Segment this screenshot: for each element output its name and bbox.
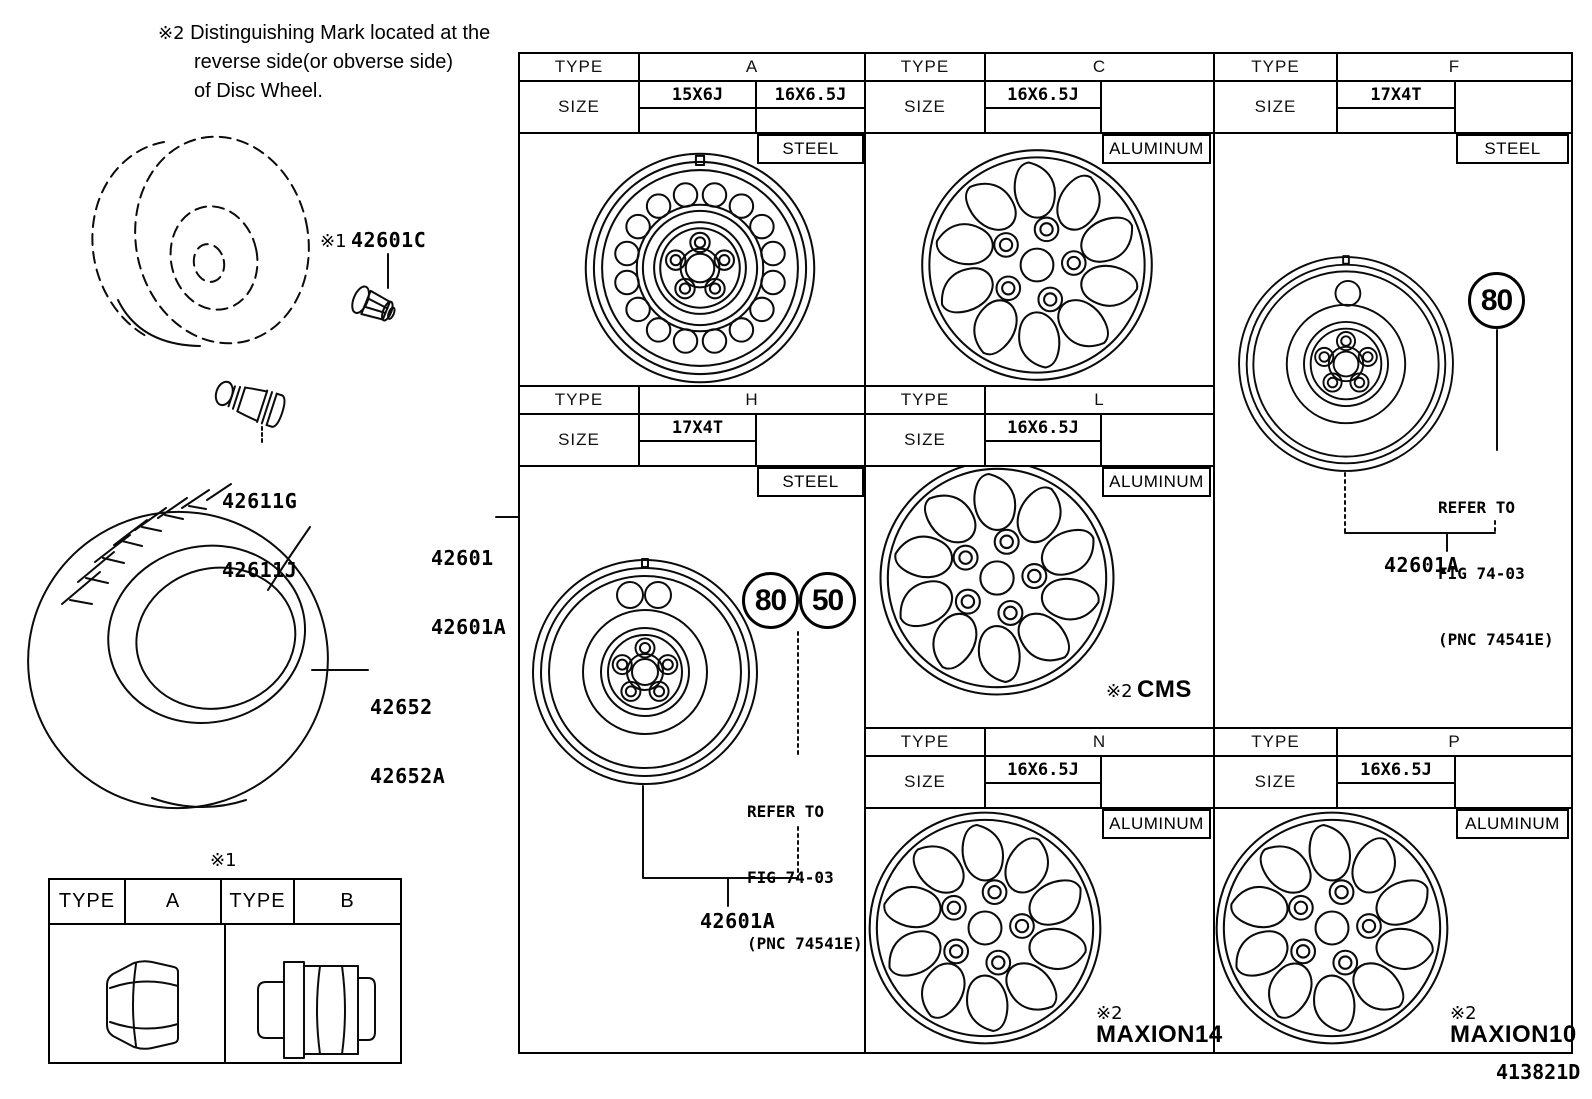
size-col-1 [986, 415, 1102, 465]
size-value-1: 17X4T [1338, 82, 1454, 109]
size-col-2 [1456, 757, 1571, 807]
speed-badge-50: 50 [799, 572, 856, 629]
type-label: TYPE [1215, 729, 1338, 755]
mark-maxion14 [1096, 1004, 1223, 1047]
type-label: TYPE [866, 54, 986, 80]
material-tag: STEEL [757, 467, 864, 497]
size-col-1 [1338, 757, 1456, 807]
tire-part-number-1: 42652 [370, 695, 433, 719]
type-letter: N [1092, 732, 1107, 751]
type-letter: L [1094, 390, 1105, 409]
size-value-1: 16X6.5J [1338, 757, 1454, 784]
size-label: SIZE [1215, 757, 1338, 807]
material-tag: STEEL [757, 134, 864, 164]
hub-nut-label [320, 229, 426, 252]
type-header-row [520, 54, 864, 82]
tire-drawing [0, 480, 359, 840]
cms-name: CMS [1137, 676, 1192, 703]
size-value-2: 16X6.5J [757, 82, 864, 109]
refer-note-h [747, 757, 863, 999]
hub-nut-part-number: 42601C [351, 228, 427, 252]
disc-wheel-rim-edge [118, 300, 200, 346]
type-header-row [1215, 54, 1571, 82]
hub-nut-marker: ※1 [320, 231, 347, 252]
valve-part-number-1: 42611G [222, 489, 298, 513]
nut-type-label-1: TYPE [50, 880, 126, 923]
nut-type-label-2: TYPE [222, 880, 295, 923]
size-row [520, 415, 864, 467]
tire-part-number-2: 42652A [370, 764, 446, 788]
maxion14-name: MAXION14 [1096, 1021, 1223, 1048]
nut-type-letter-b: B [340, 890, 355, 912]
type-label: TYPE [520, 387, 640, 413]
panel-type-a [518, 52, 866, 387]
nut-type-letter-a: A [126, 880, 222, 923]
cms-marker: ※2 [1106, 681, 1133, 702]
disc-wheel-part-number-2: 42601A [431, 615, 507, 639]
size-col-1 [986, 82, 1102, 132]
mark-maxion10 [1450, 1004, 1577, 1047]
type-header-row [866, 729, 1213, 757]
nut-table-marker: ※1 [210, 850, 237, 871]
type-header-row [866, 387, 1213, 415]
mark-cms [1106, 678, 1192, 702]
type-letter: F [1448, 57, 1461, 76]
material-tag: ALUMINUM [1456, 809, 1569, 839]
size-col-1 [640, 415, 757, 465]
type-letter: C [1092, 57, 1107, 76]
size-col-2 [757, 415, 864, 465]
type-label: TYPE [866, 387, 986, 413]
distinguishing-mark-note [158, 19, 490, 106]
note-line-1: Distinguishing Mark located at the [190, 22, 491, 44]
valve-part-number-2: 42611J [222, 558, 298, 582]
valve-part-numbers [222, 444, 297, 628]
size-col-2 [1102, 82, 1213, 132]
type-label: TYPE [520, 54, 640, 80]
material-tag: ALUMINUM [1102, 134, 1211, 164]
hub-nut-drawing [349, 284, 399, 326]
size-col-2 [1102, 415, 1213, 465]
size-value-1: 16X6.5J [986, 757, 1100, 784]
size-label: SIZE [1215, 82, 1338, 132]
valve-drawing [211, 376, 287, 429]
size-row [866, 415, 1213, 467]
refer-line-2: FIG 74-03 [1438, 564, 1525, 583]
size-col-2 [757, 82, 864, 132]
disc-wheel-phantom-drawing [92, 120, 327, 359]
spare-f-part-number: 42601A [1384, 553, 1460, 577]
lug-nut-type-table [48, 878, 402, 1064]
size-label: SIZE [520, 415, 640, 465]
type-header-row [1215, 729, 1571, 757]
nut-table-body [50, 925, 400, 1062]
size-label: SIZE [866, 82, 986, 132]
material-tag: ALUMINUM [1102, 809, 1211, 839]
size-value-1: 16X6.5J [986, 82, 1100, 109]
material-tag: STEEL [1456, 134, 1569, 164]
speed-badge-80-f: 80 [1468, 272, 1525, 329]
size-label: SIZE [520, 82, 640, 132]
refer-line-3: (PNC 74541E) [747, 934, 863, 953]
size-col-1 [640, 82, 757, 132]
tire-part-numbers [370, 650, 445, 834]
maxion10-name: MAXION10 [1450, 1021, 1577, 1048]
maxion10-marker: ※2 [1450, 1003, 1477, 1024]
size-value-1: 15X6J [640, 82, 755, 109]
size-row [520, 82, 864, 134]
panel-type-c [864, 52, 1215, 387]
refer-line-2: FIG 74-03 [747, 868, 834, 887]
nut-table-header [50, 880, 400, 925]
size-col-1 [986, 757, 1102, 807]
size-row [866, 82, 1213, 134]
material-tag: ALUMINUM [1102, 467, 1211, 497]
refer-line-3: (PNC 74541E) [1438, 630, 1554, 649]
note-marker: ※2 [158, 23, 185, 44]
maxion14-marker: ※2 [1096, 1003, 1123, 1024]
type-letter: A [745, 57, 759, 76]
size-label: SIZE [866, 415, 986, 465]
size-col-2 [1456, 82, 1571, 132]
speed-badge-80: 80 [742, 572, 799, 629]
size-row [1215, 757, 1571, 809]
nut-table-divider [224, 925, 226, 1062]
type-letter: H [745, 390, 759, 409]
size-col-2 [1102, 757, 1213, 807]
size-value-1: 16X6.5J [986, 415, 1100, 442]
note-line-2: reverse side(or obverse side) [194, 51, 453, 73]
size-col-1 [1338, 82, 1456, 132]
refer-line-1: REFER TO [1438, 498, 1516, 517]
size-row [1215, 82, 1571, 134]
disc-wheel-part-number-1: 42601 [431, 546, 494, 570]
type-label: TYPE [866, 729, 986, 755]
type-header-row [866, 54, 1213, 82]
type-label: TYPE [1215, 54, 1338, 80]
size-value-1: 17X4T [640, 415, 755, 442]
type-header-row [520, 387, 864, 415]
size-label: SIZE [866, 757, 986, 807]
refer-line-1: REFER TO [747, 802, 825, 821]
spare-h-part-number: 42601A [700, 909, 776, 933]
note-line-3: of Disc Wheel. [194, 80, 323, 102]
size-row [866, 757, 1213, 809]
drawing-number: 413821D [1496, 1060, 1581, 1084]
type-letter: P [1448, 732, 1461, 751]
